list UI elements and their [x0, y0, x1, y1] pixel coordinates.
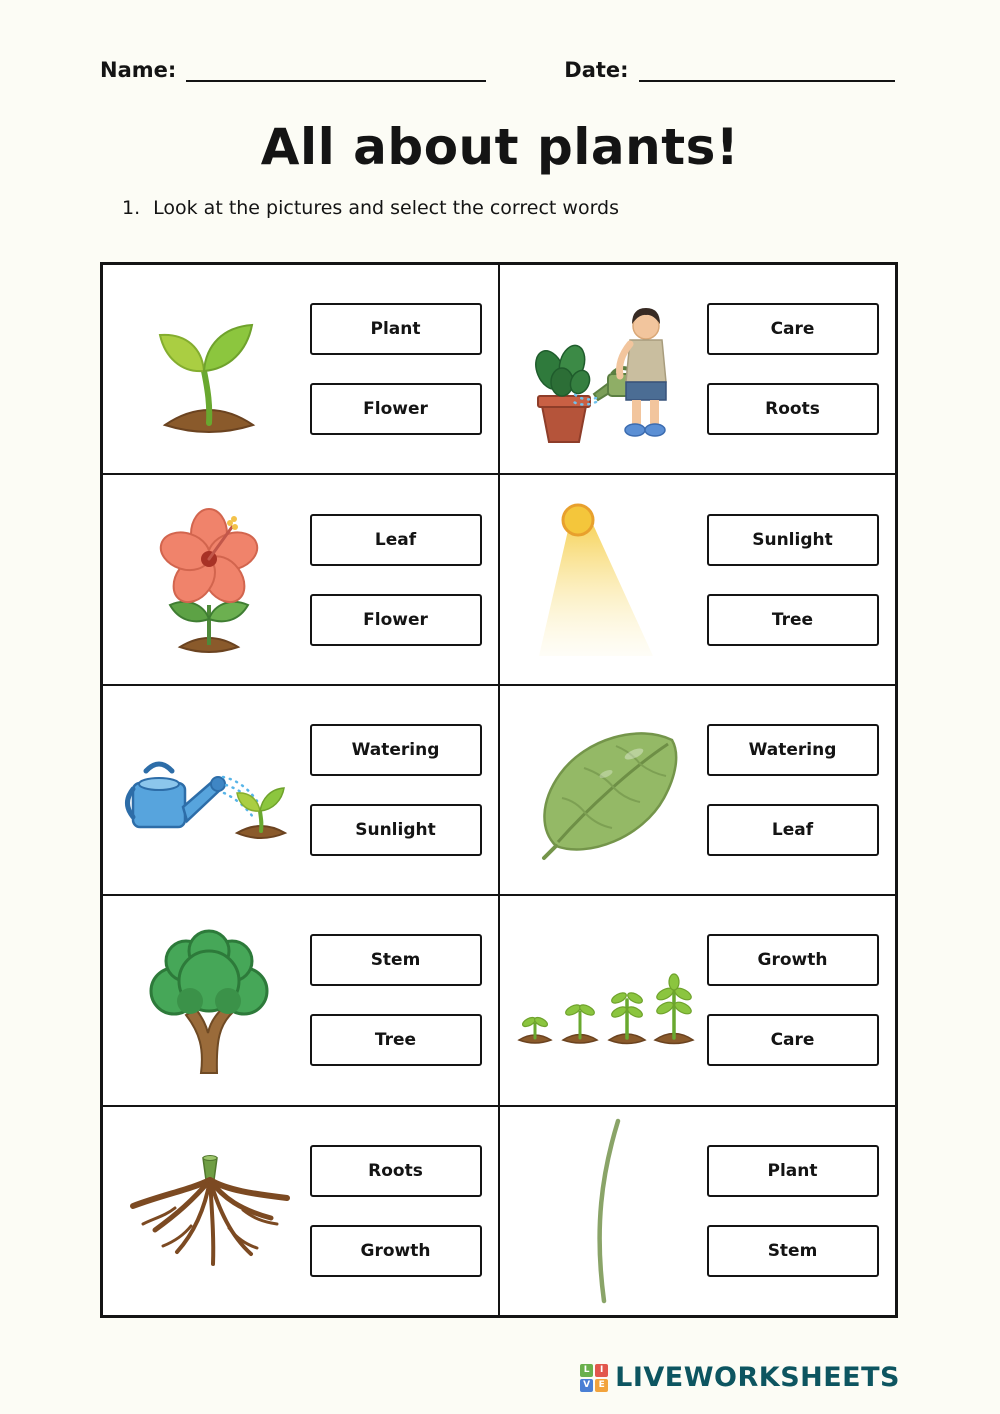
date-input-line[interactable] [639, 58, 895, 82]
liveworksheets-logo-icon [580, 1364, 608, 1392]
worksheet-cell-seedling [102, 264, 499, 474]
worksheet-grid [100, 262, 898, 1318]
word-option-button[interactable]: Roots [707, 383, 879, 435]
option-group [702, 724, 883, 856]
logo-square-e: E [595, 1379, 608, 1392]
word-option-button[interactable]: Care [707, 1014, 879, 1066]
worksheet-cell-watering [102, 685, 499, 895]
logo-square-i: I [595, 1364, 608, 1377]
word-option-button[interactable]: Watering [310, 724, 482, 776]
word-option-button[interactable]: Growth [707, 934, 879, 986]
worksheet-cell-roots [102, 1106, 499, 1316]
option-group [702, 303, 883, 435]
worksheet-cell-flower [102, 474, 499, 684]
hibiscus-flower-image [113, 501, 305, 659]
logo-square-l: L [580, 1364, 593, 1377]
worksheet-cell-care [499, 264, 896, 474]
instruction-text: Look at the pictures and select the correct words [153, 197, 620, 219]
word-option-button[interactable]: Watering [707, 724, 879, 776]
word-option-button[interactable]: Growth [310, 1225, 482, 1277]
word-option-button[interactable]: Plant [707, 1145, 879, 1197]
option-group [702, 514, 883, 646]
worksheet-cell-sunlight [499, 474, 896, 684]
option-group [305, 1145, 486, 1277]
boy-watering-plant-image [510, 290, 702, 448]
sunlight-beam-image [510, 496, 702, 664]
seedling-image [113, 299, 305, 439]
word-option-button[interactable]: Sunlight [707, 514, 879, 566]
option-group [305, 934, 486, 1066]
date-field [564, 58, 894, 82]
word-option-button[interactable]: Flower [310, 383, 482, 435]
leaf-image [510, 716, 702, 864]
header [100, 58, 900, 82]
worksheet-cell-tree [102, 895, 499, 1105]
worksheet-cell-leaf [499, 685, 896, 895]
option-group [702, 1145, 883, 1277]
word-option-button[interactable]: Roots [310, 1145, 482, 1197]
word-option-button[interactable]: Leaf [310, 514, 482, 566]
worksheet-title: All about plants! [260, 118, 740, 176]
word-option-button[interactable]: Sunlight [310, 804, 482, 856]
word-option-button[interactable]: Stem [310, 934, 482, 986]
option-group [305, 514, 486, 646]
roots-image [113, 1152, 305, 1270]
word-option-button[interactable]: Flower [310, 594, 482, 646]
option-group [305, 724, 486, 856]
name-input-line[interactable] [186, 58, 486, 82]
worksheet-cell-growth [499, 895, 896, 1105]
instruction-number: 1. [122, 197, 141, 219]
worksheet-cell-stem [499, 1106, 896, 1316]
tree-image [113, 921, 305, 1079]
stem-image [510, 1117, 702, 1305]
option-group [305, 303, 486, 435]
logo-square-v: V [580, 1379, 593, 1392]
name-field [100, 58, 486, 82]
liveworksheets-logo-text: LIVEWORKSHEETS [615, 1362, 900, 1393]
word-option-button[interactable]: Tree [310, 1014, 482, 1066]
word-option-button[interactable]: Care [707, 303, 879, 355]
liveworksheets-logo [580, 1362, 900, 1393]
plant-growth-stages-image [510, 952, 702, 1048]
word-option-button[interactable]: Stem [707, 1225, 879, 1277]
date-label: Date: [564, 58, 629, 82]
word-option-button[interactable]: Leaf [707, 804, 879, 856]
watering-can-seedling-image [113, 731, 305, 849]
name-label: Name: [100, 58, 177, 82]
word-option-button[interactable]: Tree [707, 594, 879, 646]
instruction [122, 197, 619, 219]
option-group [702, 934, 883, 1066]
word-option-button[interactable]: Plant [310, 303, 482, 355]
